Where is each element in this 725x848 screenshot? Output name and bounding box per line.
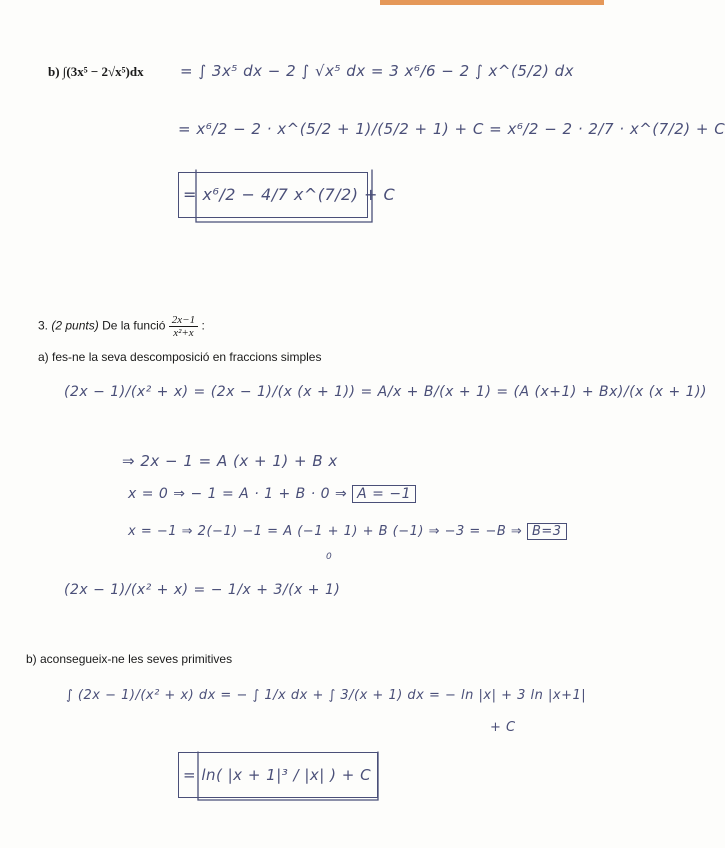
part-a-heading: a) fes-ne la seva descomposició en fraccions simples — [38, 350, 322, 364]
part-a-line4-left: x = −1 ⇒ 2(−1) −1 = A (−1 + 1) + B (−1) ⇒ −3 = −B ⇒ — [128, 524, 523, 539]
problem-2b-line1: = ∫ 3x⁵ dx − 2 ∫ √x⁵ dx = 3 x⁶/6 − 2 ∫ x^(5/2) dx — [180, 62, 574, 80]
problem-3-intro: De la funció — [102, 318, 166, 333]
problem-3-number: 3. — [38, 318, 49, 333]
page-edge-strip — [380, 0, 604, 5]
part-a-zero-note: 0 — [326, 552, 333, 562]
part-a-line2: ⇒ 2x − 1 = A (x + 1) + B x — [122, 452, 338, 470]
problem-2b-line2: = x⁶/2 − 2 · x^(5/2 + 1)/(5/2 + 1) + C = x⁶/2 − 2 · 2/7 · x^(7/2) + C — [178, 120, 725, 138]
problem-3-colon: : — [201, 318, 205, 333]
part-a-line4 — [128, 524, 567, 539]
part-a-result: (2x − 1)/(x² + x) = − 1/x + 3/(x + 1) — [64, 582, 341, 598]
part-b-heading: b) aconsegueix-ne les seves primitives — [26, 652, 233, 666]
function-denominator: x²+x — [173, 327, 194, 339]
part-a-answer-b-box: B=3 — [527, 523, 567, 540]
function-numerator: 2x−1 — [169, 314, 198, 327]
part-a-line3-left: x = 0 ⇒ − 1 = A · 1 + B · 0 ⇒ — [128, 486, 348, 502]
problem-3-points: (2 punts) — [51, 318, 99, 333]
part-b-line1: ∫ (2x − 1)/(x² + x) dx = − ∫ 1/x dx + ∫ 3/(x + 1) dx = − ln |x| + 3 ln |x+1| — [66, 688, 587, 703]
problem-2b-label: b) ∫(3x⁵ − 2√x⁵)dx — [48, 64, 144, 79]
part-b-line1-constant: + C — [490, 720, 516, 735]
part-a-line1: (2x − 1)/(x² + x) = (2x − 1)/(x (x + 1)) = A/x + B/(x + 1) = (A (x+1) + Bx)/(x (x + 1)) — [64, 384, 707, 400]
part-a-line3 — [128, 486, 416, 502]
part-b-line2-boxed: = ln( |x + 1|³ / |x| ) + C — [178, 752, 378, 798]
part-a-answer-a-box: A = −1 — [352, 485, 416, 503]
problem-2b-line3-boxed: = x⁶/2 − 4/7 x^(7/2) + C — [178, 172, 368, 218]
problem-3-header — [38, 314, 205, 339]
problem-3-function — [169, 314, 198, 339]
